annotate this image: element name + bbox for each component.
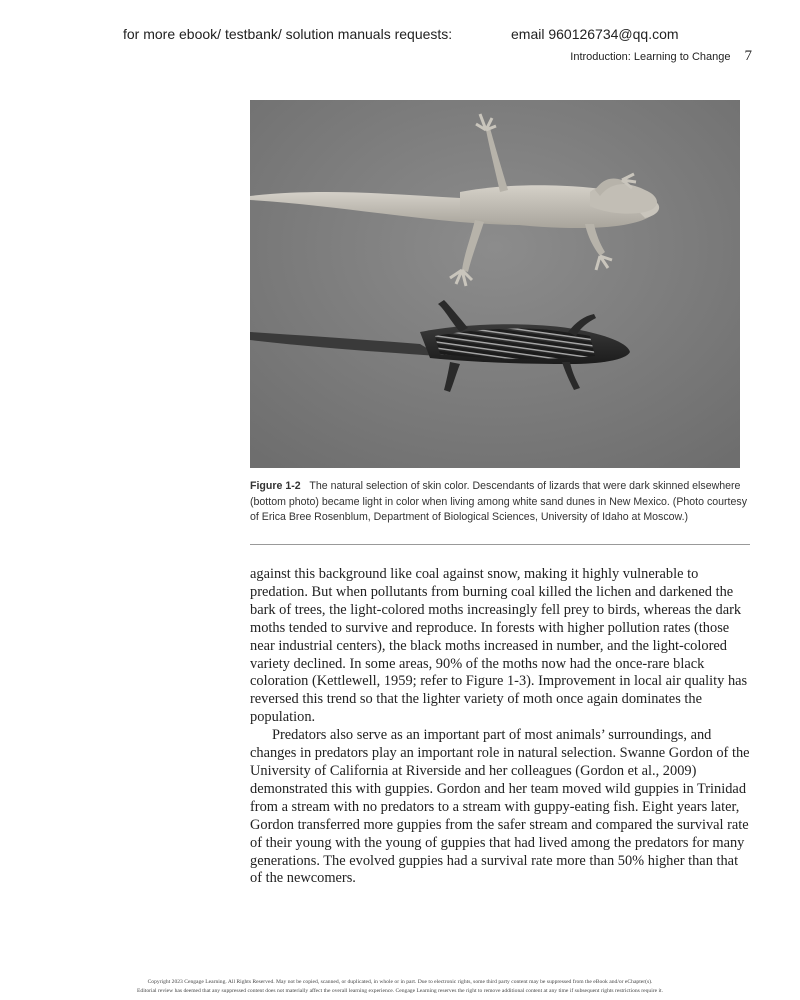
running-head (570, 48, 752, 66)
banner-email-text: email 960126734@qq.com (511, 26, 679, 42)
page-number: 7 (744, 48, 752, 64)
figure-caption-text: The natural selection of skin color. Descendants of lizards that were dark skinned elsewhere (bottom photo) became light in color when living among white sand dunes in New Mexico. (Photo courtesy of Erica Bree Rosenblum, Department of Biological Sciences, University of Idaho at Moscow.) (250, 480, 747, 523)
body-paragraph-1: against this background like coal against snow, making it highly vulnerable to predation. But when pollutants from burning coal killed the lichen and darkened the bark of trees, the light-colored moths increasingly fell prey to birds, whereas the dark moths tended to survive and reproduce. In forests with higher pollution rates (those near industrial centers), the black moths increased in number, and the light-colored variety declined. In some areas, 90% of the moths now had the once-rare black coloration (Kettlewell, 1959; refer to Figure 1-3). Improvement in local air quality has reversed this trend so that the lighter variety of moth once again dominates the population. (250, 566, 748, 726)
running-head-title: Introduction: Learning to Change (570, 51, 731, 63)
banner-request-text: for more ebook/ testbank/ solution manuals requests: (123, 26, 453, 42)
figure-label: Figure 1-2 (250, 480, 301, 492)
body-text (250, 566, 750, 888)
copyright-line-1: Copyright 2023 Cengage Learning. All Rights Reserved. May not be copied, scanned, or duplicated, in whole or in part. Due to electronic rights, some third party content may be suppressed from the eBook and/or eChapter(s). (147, 979, 653, 985)
top-banner (0, 26, 800, 46)
copyright-footer (0, 978, 800, 996)
figure-caption (250, 479, 750, 526)
lizard-photo (250, 100, 740, 468)
copyright-line-2: Editorial review has deemed that any suppressed content does not materially affect the overall learning experience. Cengage Learning reserves the right to remove additional content at any time if subsequent rights restrictions require it. (137, 988, 663, 994)
caption-divider (250, 544, 750, 545)
body-paragraph-2: Predators also serve as an important part of most animals’ surroundings, and changes in predators play an important role in natural selection. Swanne Gordon of the University of California at Riverside and her colleagues (Gordon et al., 2009) demonstrated this with guppies. Gordon and her team moved wild guppies in Trinidad from a stream with no predators to a stream with guppy-eating fish. Eight years later, Gordon transferred more guppies from the safer stream and compared the survival rate of their young with the young of guppies that had lived among the predators for many generations. The evolved guppies had a survival rate more than 50% higher than that of the newcomers. (250, 727, 750, 887)
